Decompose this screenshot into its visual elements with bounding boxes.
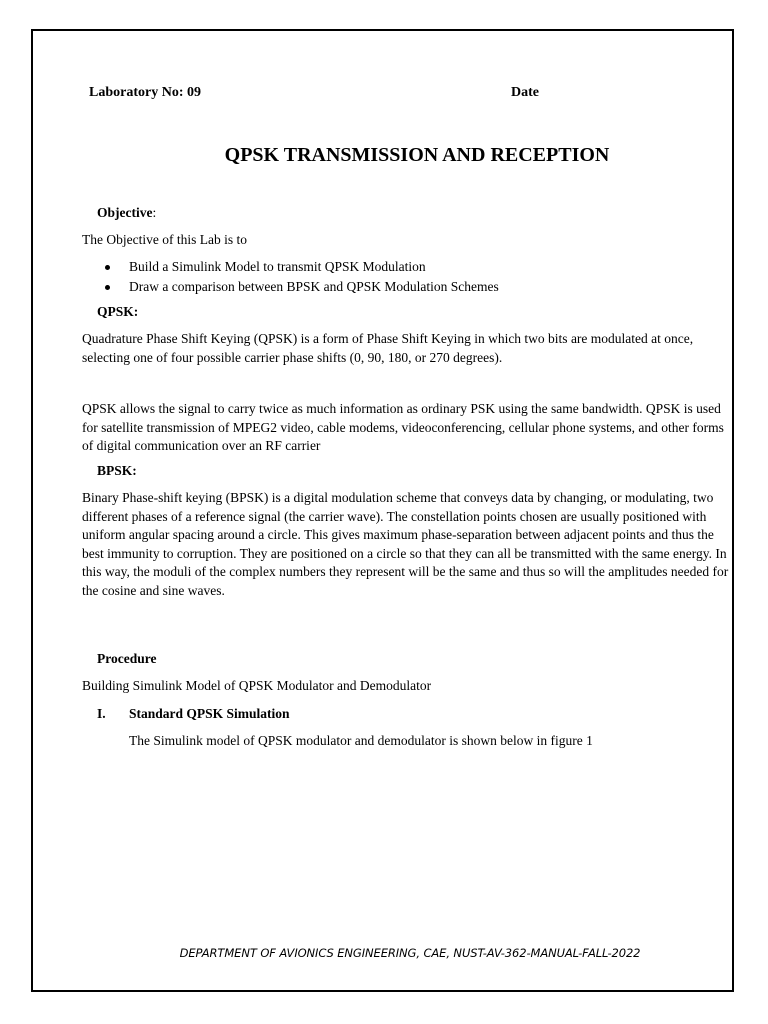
qpsk-paragraph-1: Quadrature Phase Shift Keying (QPSK) is a form of Phase Shift Keying in which two bits are modulated at once, selecting one of four possible carrier phase shifts (0, 90, 180, or 270 degrees). — [82, 331, 694, 365]
procedure-intro: Building Simulink Model of QPSK Modulator and Demodulator — [82, 678, 432, 693]
bullet-icon — [105, 285, 110, 290]
objective-intro: The Objective of this Lab is to — [82, 232, 247, 247]
section-text: The Simulink model of QPSK modulator and demodulator is shown below in figure 1 — [129, 733, 593, 748]
objective-item-text: Build a Simulink Model to transmit QPSK Modulation — [129, 259, 426, 274]
lab-number: Laboratory No: 09 — [89, 85, 201, 100]
document-title: QPSK TRANSMISSION AND RECEPTION — [224, 144, 610, 166]
qpsk-paragraph-2: QPSK allows the signal to carry twice as much information as ordinary PSK using the same bandwidth. QPSK is used for satellite transmission of MPEG2 video, cable modems, videoconferencing, cellular phone systems, and other forms of digital communication over an RF carrier — [82, 401, 724, 453]
objective-item-text: Draw a comparison between BPSK and QPSK Modulation Schemes — [129, 279, 499, 294]
section-title: Standard QPSK Simulation — [129, 706, 290, 721]
objective-list — [104, 258, 499, 298]
date-label: Date — [511, 85, 539, 100]
list-item — [104, 258, 499, 278]
objective-heading-text: Objective — [97, 205, 153, 220]
procedure-heading: Procedure — [97, 651, 157, 666]
bullet-icon — [105, 265, 110, 270]
page-footer: DEPARTMENT OF AVIONICS ENGINEERING, CAE, NUST-AV-362-MANUAL-FALL-2022 — [179, 946, 641, 960]
section-number: I. — [97, 706, 106, 721]
qpsk-heading: QPSK: — [97, 304, 139, 319]
objective-heading — [97, 205, 156, 221]
bpsk-heading: BPSK: — [97, 463, 137, 478]
list-item — [104, 278, 499, 298]
objective-heading-colon: : — [152, 205, 157, 220]
bpsk-paragraph: Binary Phase-shift keying (BPSK) is a digital modulation scheme that conveys data by changing, or modulating, two different phases of a reference signal (the carrier wave). The constellation points chosen are usually positioned with uniform angular spacing around a circle. This gives maximum phase-separation between adjacent points and thus the best immunity to corruption. They are positioned on a circle so that they can all be transmitted with the same energy. In this way, the moduli of the complex numbers they represent will be the same and thus so will the amplitudes needed for the cosine and sine waves. — [82, 490, 729, 598]
